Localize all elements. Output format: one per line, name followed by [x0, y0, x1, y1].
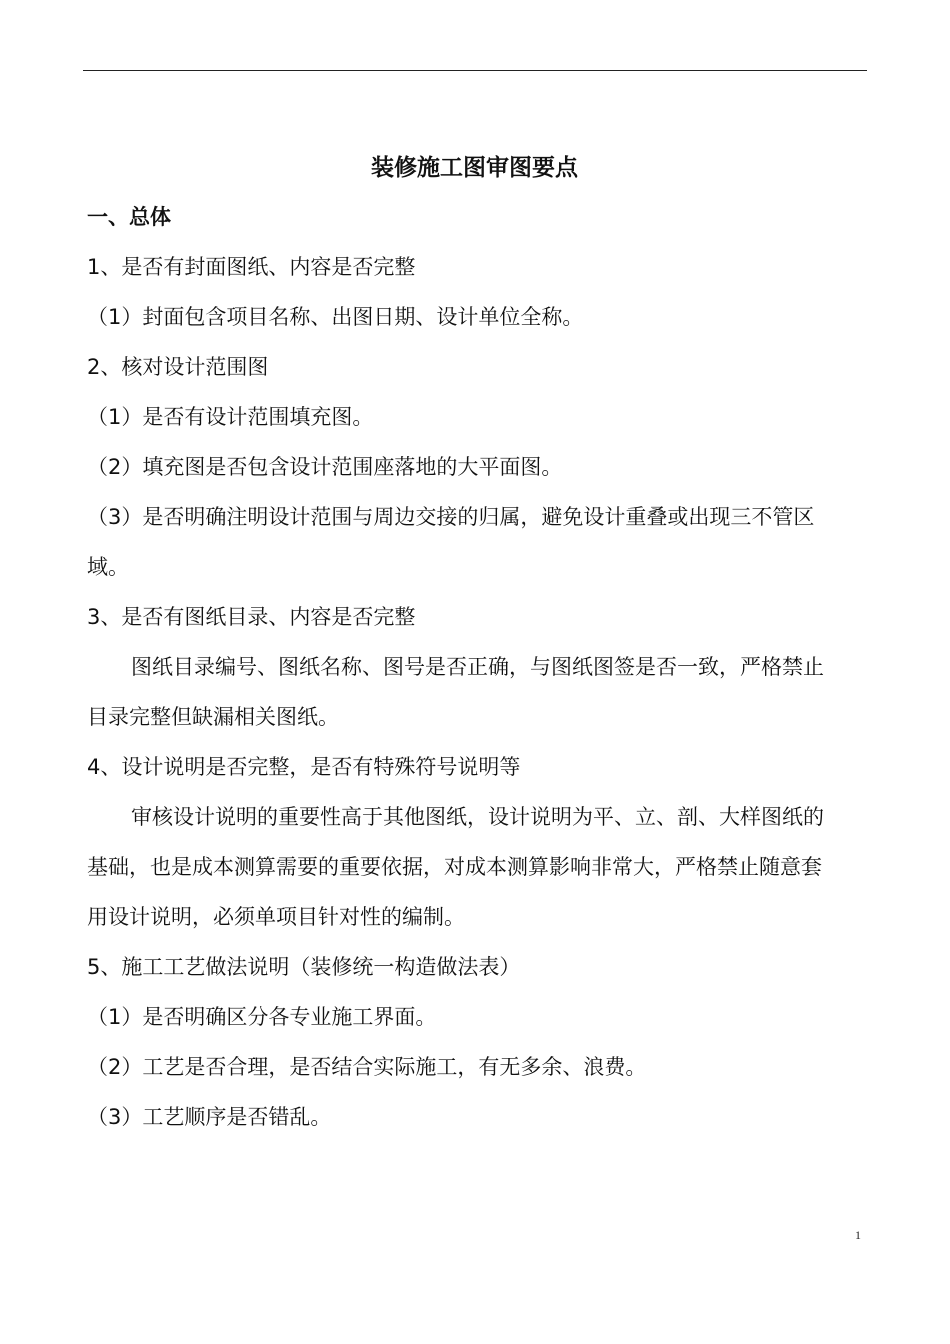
paragraph-line: 审核设计说明的重要性高于其他图纸，设计说明为平、立、剖、大样图纸的 [131, 805, 824, 829]
document-title: 装修施工图审图要点 [371, 155, 578, 181]
section-heading: 一、总体 [87, 205, 171, 229]
paragraph-list [87, 242, 872, 1142]
page-number: 1 [855, 1228, 861, 1242]
paragraph-line: 基础，也是成本测算需要的重要依据，对成本测算影响非常大，严格禁止随意套 [87, 855, 822, 879]
paragraph-line: 目录完整但缺漏相关图纸。 [87, 705, 339, 729]
paragraph-line: （3）工艺顺序是否错乱。 [87, 1105, 332, 1129]
paragraph-line: （2）工艺是否合理，是否结合实际施工，有无多余、浪费。 [87, 1055, 647, 1079]
paragraph-line: 图纸目录编号、图纸名称、图号是否正确，与图纸图签是否一致，严格禁止 [131, 655, 824, 679]
paragraph-line: 用设计说明，必须单项目针对性的编制。 [87, 905, 465, 929]
paragraph-line: 3、是否有图纸目录、内容是否完整 [87, 605, 416, 629]
paragraph-line: 4、设计说明是否完整，是否有特殊符号说明等 [87, 755, 521, 779]
paragraph-line: （1）封面包含项目名称、出图日期、设计单位全称。 [87, 305, 584, 329]
header-rule [83, 70, 867, 71]
paragraph-line: （3）是否明确注明设计范围与周边交接的归属，避免设计重叠或出现三不管区 [87, 505, 815, 529]
document-body [87, 140, 872, 1142]
paragraph-line: 2、核对设计范围图 [87, 355, 269, 379]
paragraph-line: 域。 [87, 555, 129, 579]
paragraph-line: （1）是否有设计范围填充图。 [87, 405, 374, 429]
paragraph-line: 1、是否有封面图纸、内容是否完整 [87, 255, 416, 279]
paragraph-line: 5、施工工艺做法说明（装修统一构造做法表） [87, 955, 521, 979]
paragraph-line: （2）填充图是否包含设计范围座落地的大平面图。 [87, 455, 563, 479]
paragraph-line: （1）是否明确区分各专业施工界面。 [87, 1005, 437, 1029]
